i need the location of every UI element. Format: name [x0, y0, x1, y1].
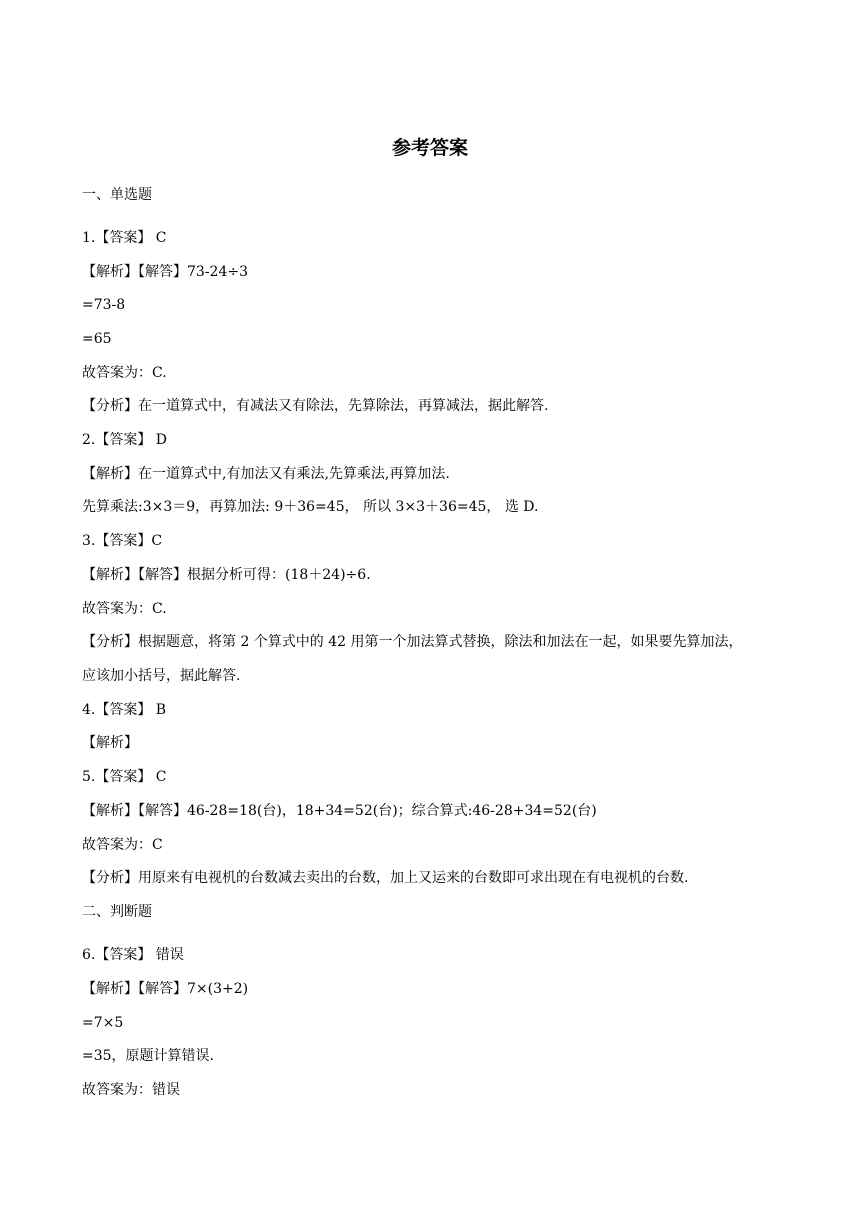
solution-line: 【解析】【解答】7×(3+2): [82, 981, 249, 997]
solution-line: 先算乘法:3×3＝9，再算加法: 9＋36=45， 所以 3×3＋36=45， 选 D.: [82, 499, 539, 515]
section-heading: 一、单选题: [82, 187, 152, 203]
analysis-line: 【分析】根据题意，将第 2 个算式中的 42 用第一个加法算式替换，除法和加法在一起，如果要先算加法，: [82, 634, 743, 650]
solution-line: =7×5: [82, 1015, 124, 1031]
solution-line: 【解析】: [82, 735, 138, 751]
answer-line: 2.【答案】 D: [82, 432, 168, 448]
solution-line: 【解析】【解答】46-28=18(台)，18+34=52(台)；综合算式:46-28+34=52(台): [82, 803, 597, 819]
conclusion-line: 故答案为：C: [82, 837, 163, 853]
answer-line: 3.【答案】C: [82, 533, 163, 549]
section-heading: 二、判断题: [82, 904, 152, 920]
answer-line: 6.【答案】 错误: [82, 947, 184, 963]
analysis-line: 【分析】在一道算式中，有减法又有除法，先算除法，再算减法，据此解答.: [82, 398, 549, 414]
analysis-line: 应该加小括号，据此解答.: [82, 668, 241, 684]
conclusion-line: 故答案为：C.: [82, 365, 167, 381]
solution-line: 【解析】【解答】根据分析可得：(18＋24)÷6.: [82, 567, 371, 583]
solution-line: 【解析】【解答】73-24÷3: [82, 264, 248, 280]
answer-line: 4.【答案】 B: [82, 702, 167, 718]
answer-line: 1.【答案】 C: [82, 230, 167, 246]
solution-line: =65: [82, 331, 112, 347]
conclusion-line: 故答案为：C.: [82, 601, 167, 617]
analysis-line: 【分析】用原来有电视机的台数减去卖出的台数，加上又运来的台数即可求出现在有电视机的台数.: [82, 870, 689, 886]
solution-line: =73-8: [82, 297, 126, 313]
solution-line: =35，原题计算错误.: [82, 1048, 214, 1064]
conclusion-line: 故答案为：错误: [82, 1082, 180, 1098]
answer-line: 5.【答案】 C: [82, 769, 167, 785]
page-title: 参考答案: [391, 137, 468, 159]
solution-line: 【解析】在一道算式中,有加法又有乘法,先算乘法,再算加法.: [82, 466, 450, 482]
